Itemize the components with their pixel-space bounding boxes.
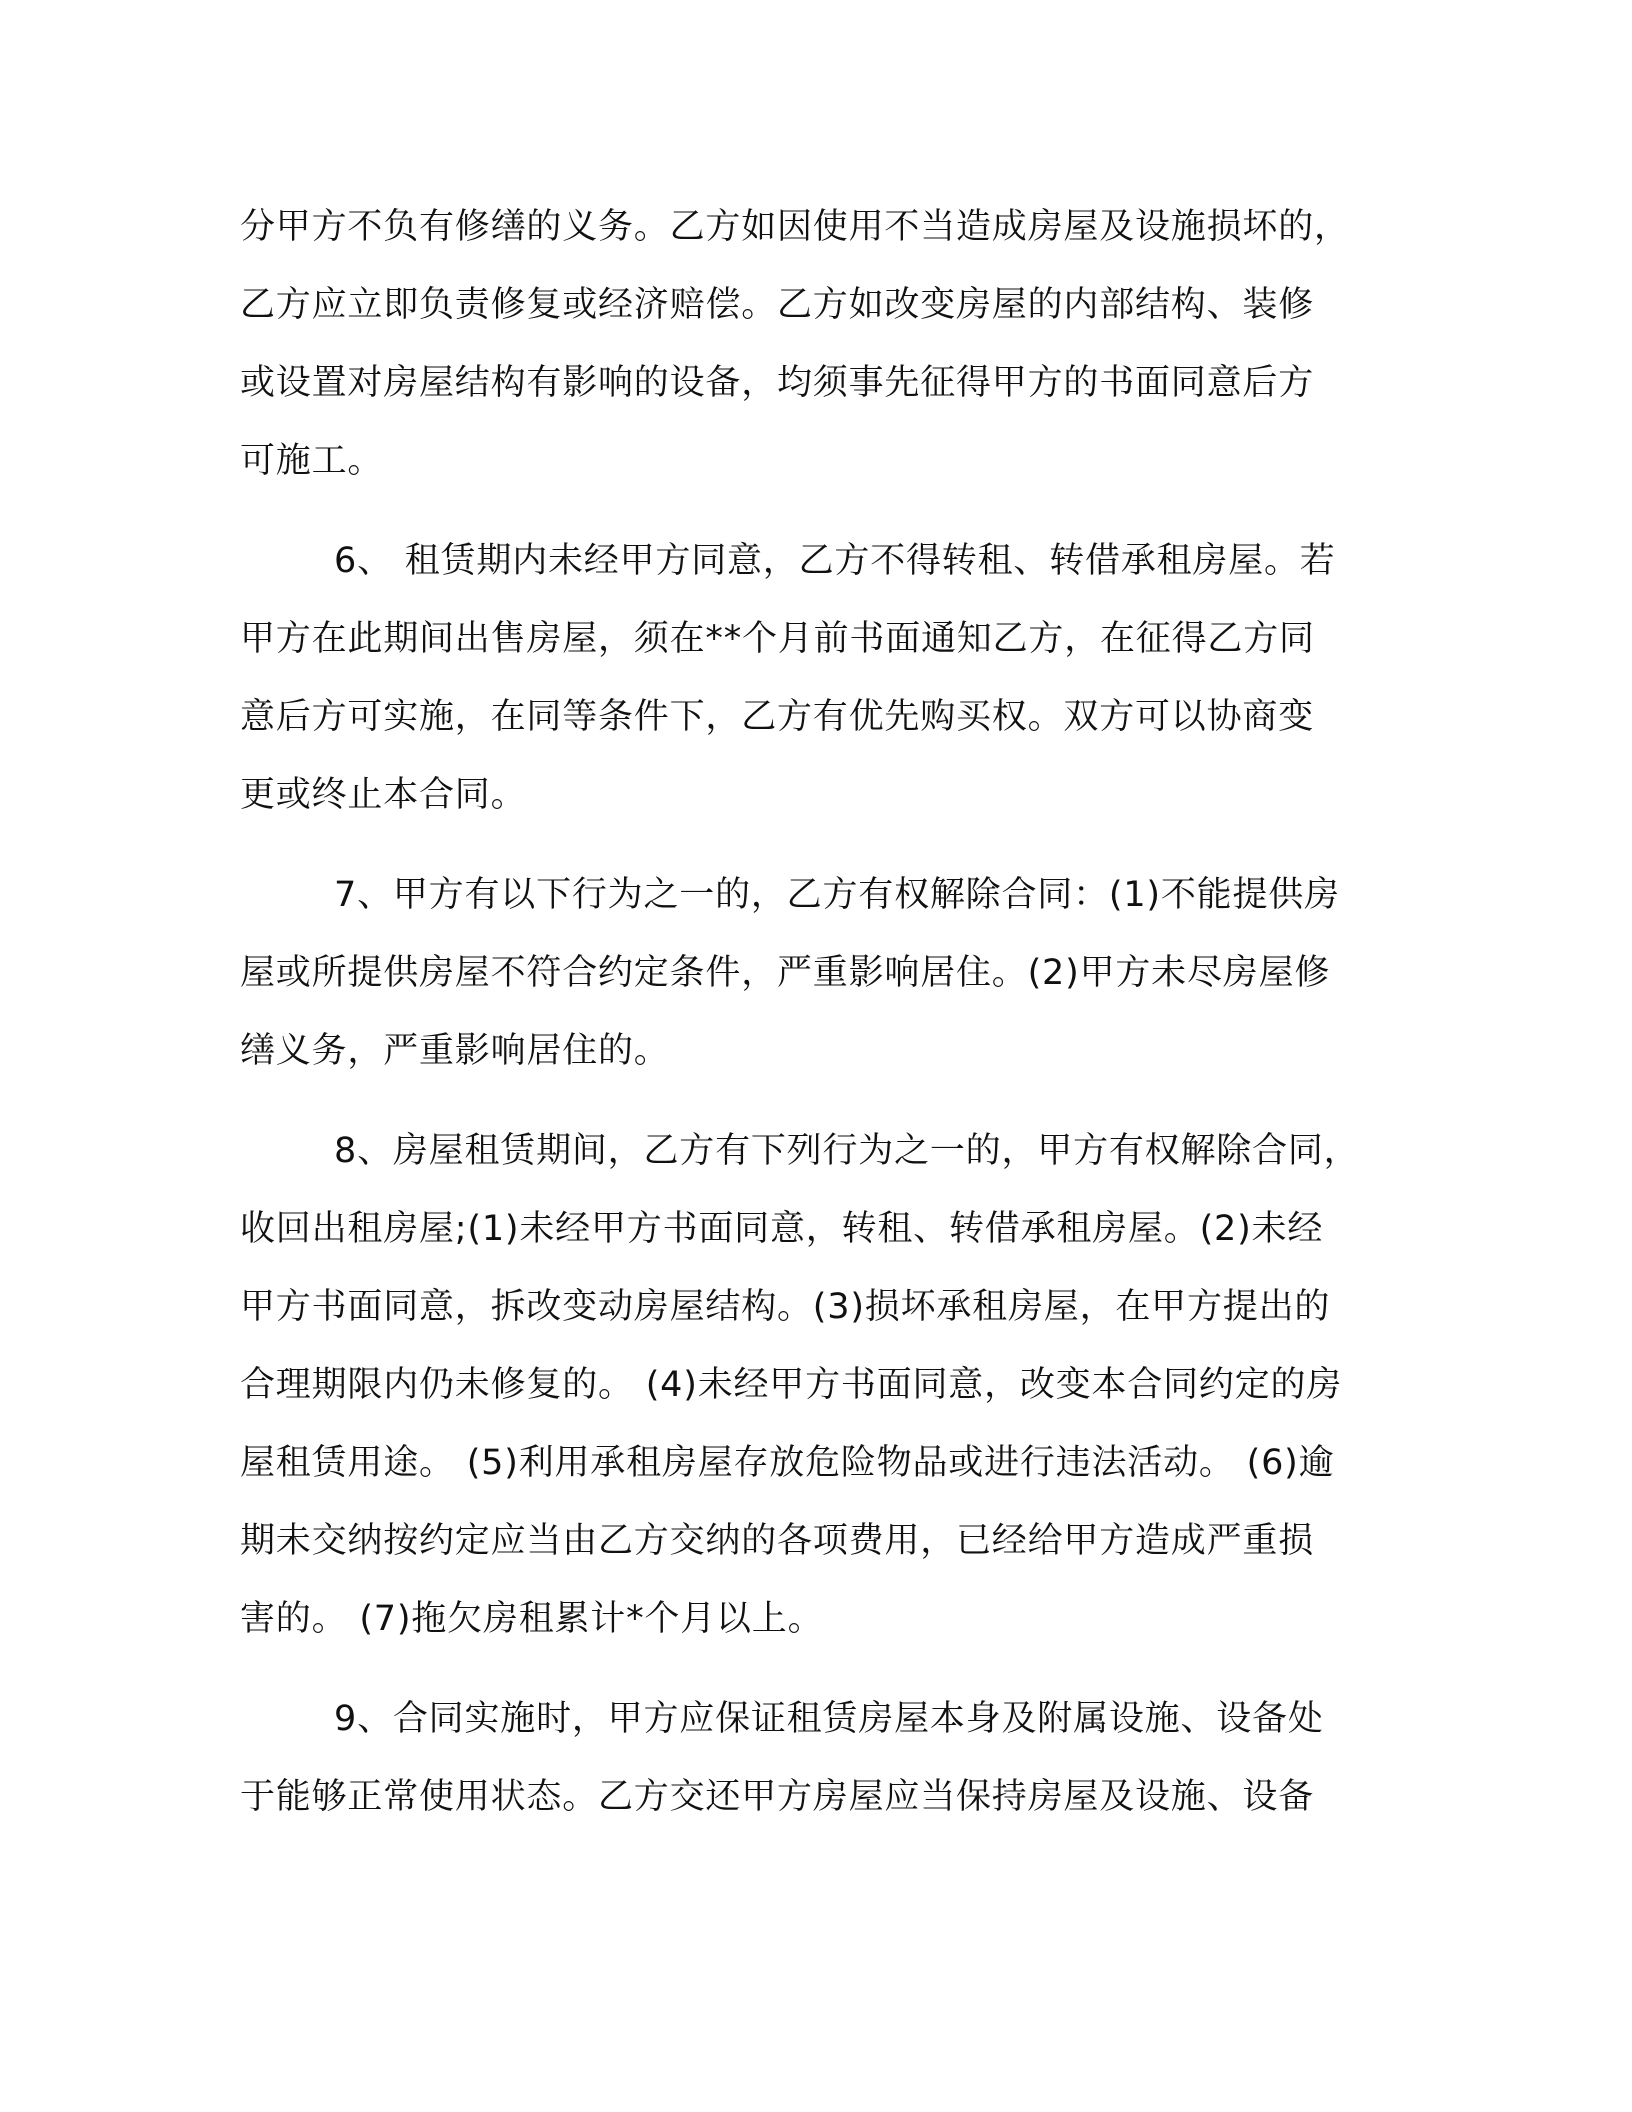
paragraph-clause-9 (240, 1680, 1400, 1836)
text-line: 更或终止本合同。 (240, 775, 527, 815)
text-line: 缮义务，严重影响居住的。 (240, 1031, 670, 1071)
text-line: 屋租赁用途。 (5)利用承租房屋存放危险物品或进行违法活动。 (6)逾 (240, 1443, 1335, 1483)
text-line: 甲方在此期间出售房屋，须在**个月前书面通知乙方，在征得乙方同 (240, 619, 1315, 659)
text-line: 意后方可实施，在同等条件下，乙方有优先购买权。双方可以协商变 (240, 697, 1315, 737)
text-line: 或设置对房屋结构有影响的设备，均须事先征得甲方的书面同意后方 (240, 363, 1315, 403)
text-line: 收回出租房屋;(1)未经甲方书面同意，转租、转借承租房屋。(2)未经 (240, 1209, 1324, 1249)
text-line: 期未交纳按约定应当由乙方交纳的各项费用，已经给甲方造成严重损 (240, 1521, 1315, 1561)
paragraph-clause-6 (240, 522, 1400, 834)
text-line: 害的。 (7)拖欠房租累计*个月以上。 (240, 1599, 824, 1639)
document-body (240, 188, 1400, 1836)
text-line: 分甲方不负有修缮的义务。乙方如因使用不当造成房屋及设施损坏的， (240, 207, 1350, 247)
text-line: 7、甲方有以下行为之一的，乙方有权解除合同：(1)不能提供房 (334, 875, 1340, 915)
text-line: 乙方应立即负责修复或经济赔偿。乙方如改变房屋的内部结构、装修 (240, 285, 1315, 325)
text-line: 合理期限内仍未修复的。 (4)未经甲方书面同意，改变本合同约定的房 (240, 1365, 1343, 1405)
text-line: 甲方书面同意，拆改变动房屋结构。(3)损坏承租房屋，在甲方提出的 (240, 1287, 1331, 1327)
paragraph-clause-8 (240, 1112, 1400, 1658)
text-line: 8、房屋租赁期间，乙方有下列行为之一的，甲方有权解除合同， (334, 1131, 1360, 1171)
text-line: 屋或所提供房屋不符合约定条件，严重影响居住。(2)甲方未尽房屋修 (240, 953, 1331, 993)
text-line: 可施工。 (240, 441, 384, 481)
text-line: 6、 租赁期内未经甲方同意，乙方不得转租、转借承租房屋。若 (334, 541, 1336, 581)
text-line: 于能够正常使用状态。乙方交还甲方房屋应当保持房屋及设施、设备 (240, 1777, 1315, 1817)
paragraph-clause-7 (240, 856, 1400, 1090)
text-line: 9、合同实施时，甲方应保证租赁房屋本身及附属设施、设备处 (334, 1699, 1324, 1739)
paragraph-repair-obligation (240, 188, 1400, 500)
